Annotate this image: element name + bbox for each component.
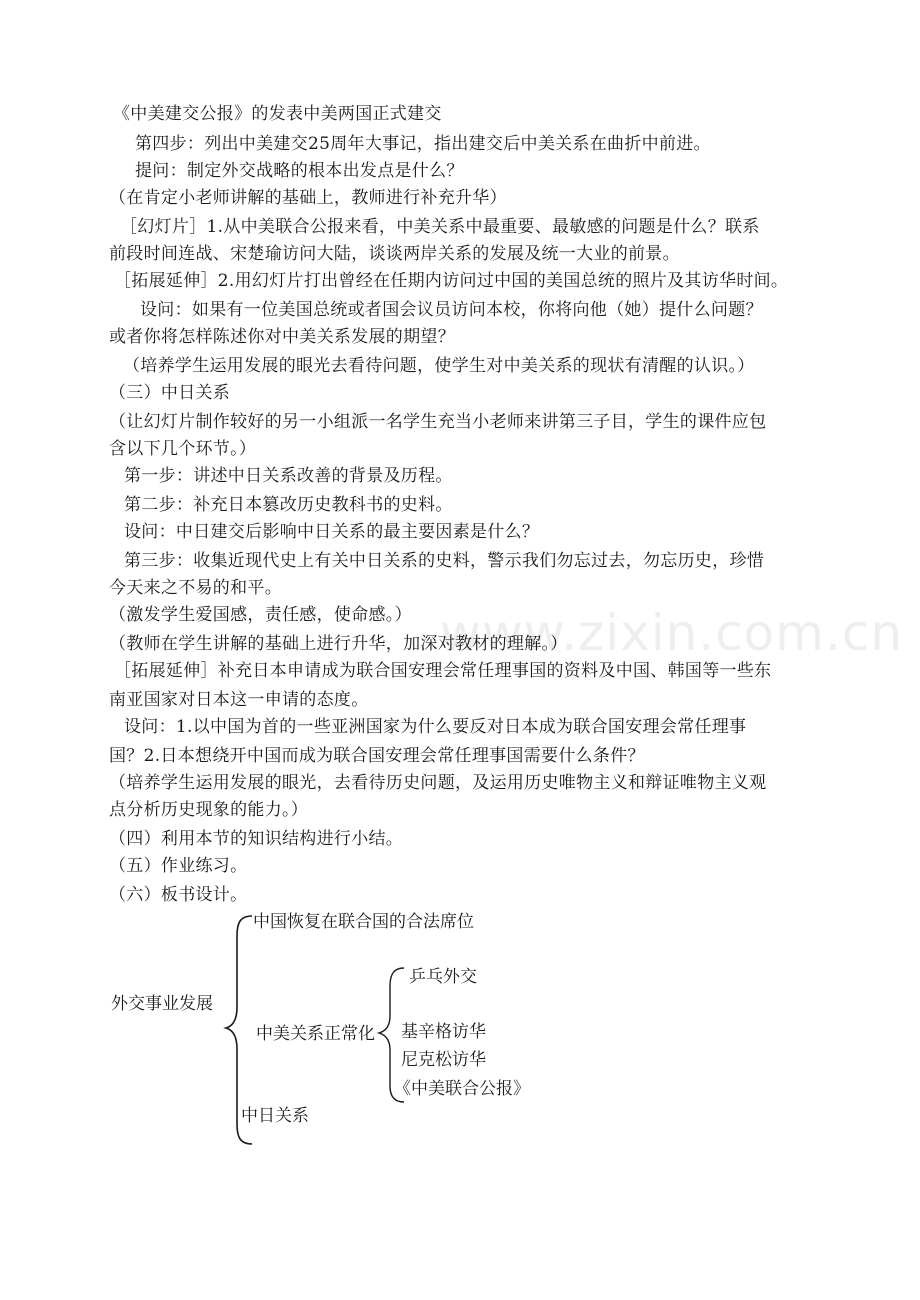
watermark: www.zixin.com.cn bbox=[440, 604, 904, 662]
text-line: 点分析历史现象的能力。） bbox=[109, 800, 309, 820]
text-line: 含以下几个环节。） bbox=[109, 439, 257, 459]
section-heading: （四）利用本节的知识结构进行小结。 bbox=[109, 829, 404, 849]
board-item-sino-japan: 中日关系 bbox=[241, 1106, 309, 1126]
text-line: 前段时间连战、宋楚瑜访问大陆，谈谈两岸关系的发展及统一大业的前景。 bbox=[109, 244, 680, 264]
board-sub-ping-pong: 乒乓外交 bbox=[409, 967, 477, 987]
text-line: ［拓展延伸］2.用幻灯片打出曾经在任期内访问过中国的美国总统的照片及其访华时间。 bbox=[114, 271, 789, 291]
section-heading: （六）板书设计。 bbox=[109, 885, 248, 905]
text-line: （在肯定小老师讲解的基础上，教师进行补充升华） bbox=[109, 188, 507, 208]
text-line: 第二步：补充日本篡改历史教科书的史料。 bbox=[124, 495, 453, 515]
text-line: ［拓展延伸］补充日本申请成为联合国安理会常任理事国的资料及中国、韩国等一些东 bbox=[114, 661, 772, 681]
board-item-un-seat: 中国恢复在联合国的合法席位 bbox=[253, 912, 474, 932]
text-line: （激发学生爱国感，责任感，使命感。） bbox=[109, 605, 412, 625]
board-sub-kissinger: 基辛格访华 bbox=[401, 1022, 486, 1042]
board-item-sino-us: 中美关系正常化 bbox=[256, 1024, 375, 1044]
text-line: 提问：制定外交战略的根本出发点是什么？ bbox=[135, 161, 464, 181]
board-root: 外交事业发展 bbox=[111, 994, 213, 1014]
section-heading: （三）中日关系 bbox=[109, 383, 231, 403]
text-line: 设问：1.以中国为首的一些亚洲国家为什么要反对日本成为联合国安理会常任理事 bbox=[124, 717, 747, 737]
text-line: 第四步：列出中美建交25周年大事记，指出建交后中美关系在曲折中前进。 bbox=[135, 134, 711, 154]
text-line: 今天来之不易的和平。 bbox=[109, 578, 282, 598]
board-sub-communique: 《中美联合公报》 bbox=[394, 1079, 530, 1099]
board-sub-nixon: 尼克松访华 bbox=[401, 1050, 486, 1070]
text-line: 设问：如果有一位美国总统或者国会议员访问本校，你将向他（她）提什么问题？ bbox=[140, 300, 763, 320]
text-line: （培养学生运用发展的眼光，去看待历史问题，及运用历史唯物主义和辩证唯物主义观 bbox=[109, 773, 767, 793]
text-line: 南亚国家对日本这一申请的态度。 bbox=[109, 690, 369, 710]
text-line: 《中美建交公报》的发表中美两国正式建交 bbox=[113, 104, 442, 124]
text-line: 国？2.日本想绕开中国而成为联合国安理会常任理事国需要什么条件？ bbox=[109, 746, 645, 766]
text-line: （让幻灯片制作较好的另一小组派一名学生充当小老师来讲第三子目，学生的课件应包 bbox=[109, 412, 767, 432]
text-line: ［幻灯片］1.从中美联合公报来看，中美关系中最重要、最敏感的问题是什么？联系 bbox=[120, 217, 760, 237]
text-line: 设问：中日建交后影响中日关系的最主要因素是什么？ bbox=[124, 522, 540, 542]
text-line: （教师在学生讲解的基础上进行升华，加深对教材的理解。） bbox=[109, 634, 568, 654]
text-line: 或者你将怎样陈述你对中美关系发展的期望？ bbox=[109, 327, 455, 347]
section-heading: （五）作业练习。 bbox=[109, 856, 248, 876]
text-line: 第一步：讲述中日关系改善的背景及历程。 bbox=[124, 466, 453, 486]
text-line: 第三步：收集近现代史上有关中日关系的史料，警示我们勿忘过去，勿忘历史，珍惜 bbox=[124, 551, 765, 571]
text-line: （培养学生运用发展的眼光去看待问题，使学生对中美关系的现状有清醒的认识。） bbox=[123, 356, 755, 376]
